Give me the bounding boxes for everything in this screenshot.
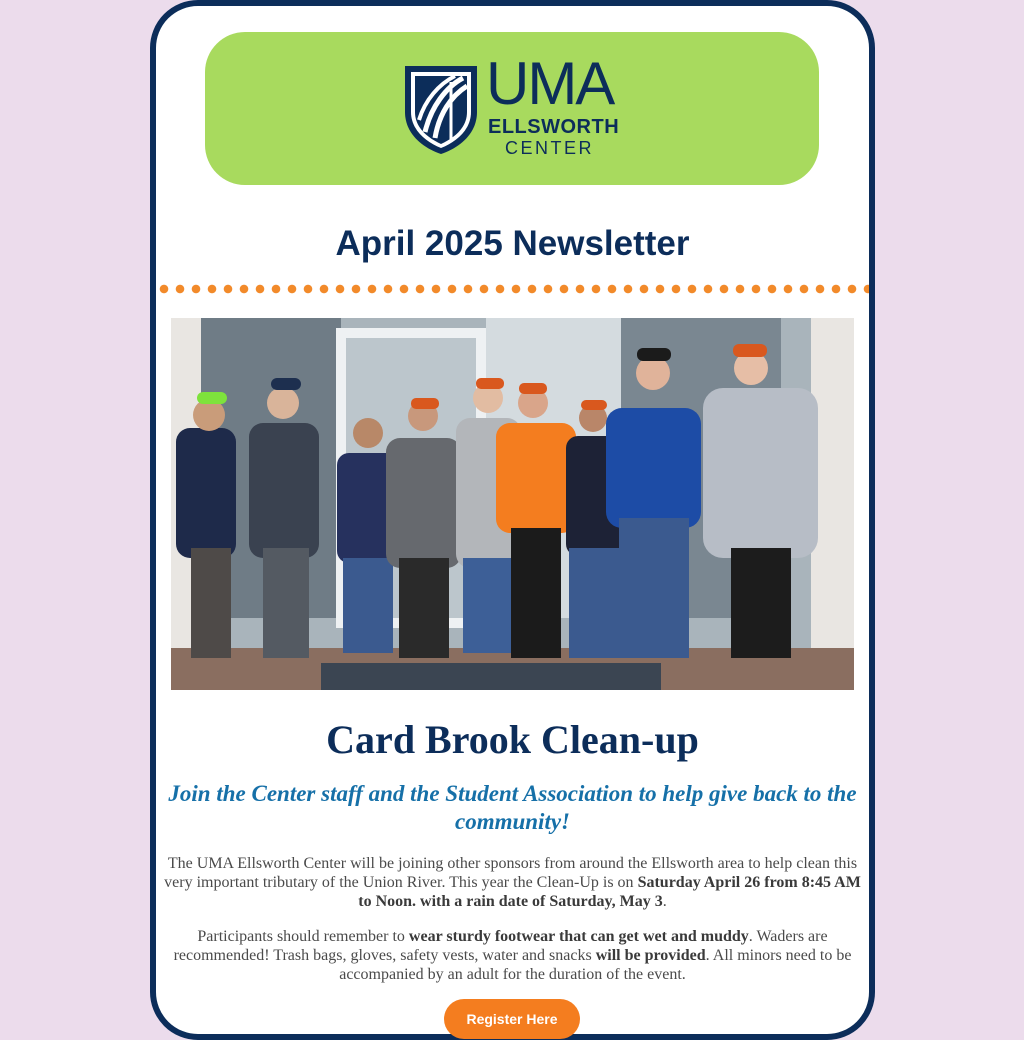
article-subtitle: Join the Center staff and the Student Association to help give back to the community! xyxy=(168,781,857,834)
group-photo xyxy=(171,318,854,690)
event-date-text: Saturday April 26 from 8:45 AM to Noon. with a rain date of Saturday, May 3 xyxy=(358,874,861,910)
provided-note: will be provided xyxy=(595,947,706,964)
event-description xyxy=(164,854,861,911)
logo-center-line: CENTER xyxy=(505,138,595,158)
header-banner xyxy=(205,32,819,185)
group-photo-image xyxy=(171,318,854,690)
logo-wordmark: UMA xyxy=(486,50,614,117)
dotted-divider xyxy=(156,283,869,295)
newsletter-card xyxy=(150,0,875,1040)
newsletter-title: April 2025 Newsletter xyxy=(335,224,690,263)
event-description-text: The UMA Ellsworth Center will be joining other sponsors from around the Ellsworth area to help clean this very important tributary of the Union River. This year the Clean-Up is on xyxy=(164,855,858,891)
uma-shield-logo xyxy=(401,62,481,157)
instructions-text-1: Participants should remember to xyxy=(197,928,409,945)
register-button[interactable]: Register Here xyxy=(444,999,580,1039)
instructions-text-2: . Waders are recommended! Trash bags, gloves, safety vests, water and snacks xyxy=(173,928,828,964)
event-description-end: . xyxy=(662,893,667,910)
participant-instructions xyxy=(164,927,861,984)
footwear-note: wear sturdy footwear that can get wet and muddy xyxy=(408,928,749,945)
article-title: Card Brook Clean-up xyxy=(326,717,699,762)
logo-location-line: ELLSWORTH xyxy=(488,116,620,138)
instructions-text-3: . All minors need to be accompanied by an adult for the duration of the event. xyxy=(339,947,852,983)
